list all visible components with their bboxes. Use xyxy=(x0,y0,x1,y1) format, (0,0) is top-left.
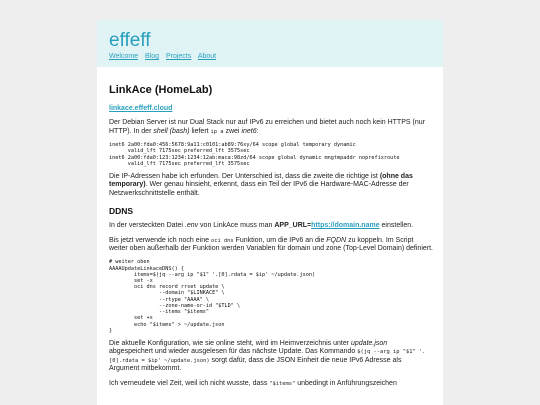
nav-link-blog[interactable]: Blog xyxy=(145,53,160,60)
text: Die aktuelle Konfiguration, wie sie online steht, wird im Heimverzeichnis unter xyxy=(109,339,351,347)
text: sorgt dafür, dass die JSON Einheit die neue IPv6 Adresse als Argument mitbekommt. xyxy=(109,356,402,373)
emphasis: shell (bash) xyxy=(153,127,190,135)
emphasis: update.json xyxy=(351,339,388,347)
text: zu koppeln. Im Script weiter oben außerhalb der Funktion werden Variablen für domain und zone (Top-Level Domain) definiert. xyxy=(109,236,433,253)
paragraph-env xyxy=(109,222,433,230)
inline-code: $(jq --arg ip "$1" '.[0].rdata = $ip' ~/update.json) xyxy=(109,349,426,364)
domain-name-link[interactable]: https://domain.name xyxy=(311,222,380,230)
linkace-site-link[interactable]: linkace.effeff.cloud xyxy=(109,105,173,112)
text: Ich verneudete viel Zeit, weil ich nicht wusste, dass xyxy=(109,379,270,387)
text: : xyxy=(256,127,259,135)
code-block-inet6: inet6 2a00:fda0:456:5678:9a11:c0101:ab89:76xy/64 scope global temporary dynamic valid_lft 7175sec preferred_lft 3575sec inet6 2a00:fda0:123:1234:1234:12ab:maca:98zd/64 scope global dynamic mngtmpaddr noprefixroute valid_lft 7175sec preferred_lft 3575sec xyxy=(109,142,400,167)
page-container xyxy=(97,20,443,405)
text: In der versteckten Datei xyxy=(109,222,185,230)
text: abgespeichert und wieder ausgelesen für das nächste Update. Das Kommando xyxy=(109,348,358,356)
text: von LinkAce muss man xyxy=(198,222,275,230)
emphasis: FQDN xyxy=(326,236,347,244)
inline-code: oci dns xyxy=(210,237,234,244)
paragraph-intro xyxy=(109,119,433,136)
section-heading-ddns: DDNS xyxy=(109,206,134,217)
article-content xyxy=(109,84,433,394)
site-title[interactable]: effeff xyxy=(109,30,151,51)
nav-link-about[interactable]: About xyxy=(197,53,217,60)
paragraph-update-json xyxy=(109,340,433,374)
inline-code: "$items" xyxy=(269,380,296,387)
text: liefert xyxy=(189,127,211,135)
paragraph-ip-explanation xyxy=(109,173,433,198)
text: Die IP-Adressen habe ich erfunden. Der Unterschied ist, dass die zweite die richtige ist xyxy=(109,173,380,181)
nav-link-projects[interactable]: Projects xyxy=(165,53,192,60)
strong-text: APP_URL= xyxy=(274,222,312,230)
article-link-paragraph xyxy=(109,105,433,113)
code-block-dns-function: # weiter oben AAAAUpdateLinkaceDNS() { items=$(jq --arg ip "$1" '.[0].rdata = $ip' ~/update.json) set -x oci dns record rrset update \ --domain "$LINKACE" \ --rtype "AAAA" \ --zone-name-or-id "$TLD" \ --items "$items" set +x echo "$items" > ~/update.json } xyxy=(109,259,316,334)
emphasis: inet6 xyxy=(241,127,257,135)
inline-code: ip a xyxy=(210,128,224,135)
text: Funktion, um die IPv6 an die xyxy=(233,236,327,244)
text: Der Debian Server ist nur Dual Stack nur auf IPv6 zu erreichen und bietet auch noch kein HTTPS (nur HTTP). In der xyxy=(109,119,425,135)
text: unbedingt in Anführungszeichen xyxy=(295,379,397,387)
article-title: LinkAce (HomeLab) xyxy=(109,84,213,96)
strong-text: (ohne das temporary) xyxy=(109,173,413,189)
site-header xyxy=(97,20,443,67)
text: zwei xyxy=(223,127,242,135)
paragraph-oci-dns xyxy=(109,237,433,254)
paragraph-items-quotes xyxy=(109,380,433,388)
site-nav xyxy=(109,52,221,61)
nav-link-welcome[interactable]: Welcome xyxy=(109,53,139,60)
text: einstellen. xyxy=(379,222,414,230)
text: Bis jetzt verwende ich noch eine xyxy=(109,236,211,244)
text: . Wer genau hinsieht, erkennt, dass ein Teil der IPv6 die Hardware-MAC-Adresse der Netzwerkschnittstelle enthält. xyxy=(109,181,409,197)
emphasis: .env xyxy=(184,222,199,230)
